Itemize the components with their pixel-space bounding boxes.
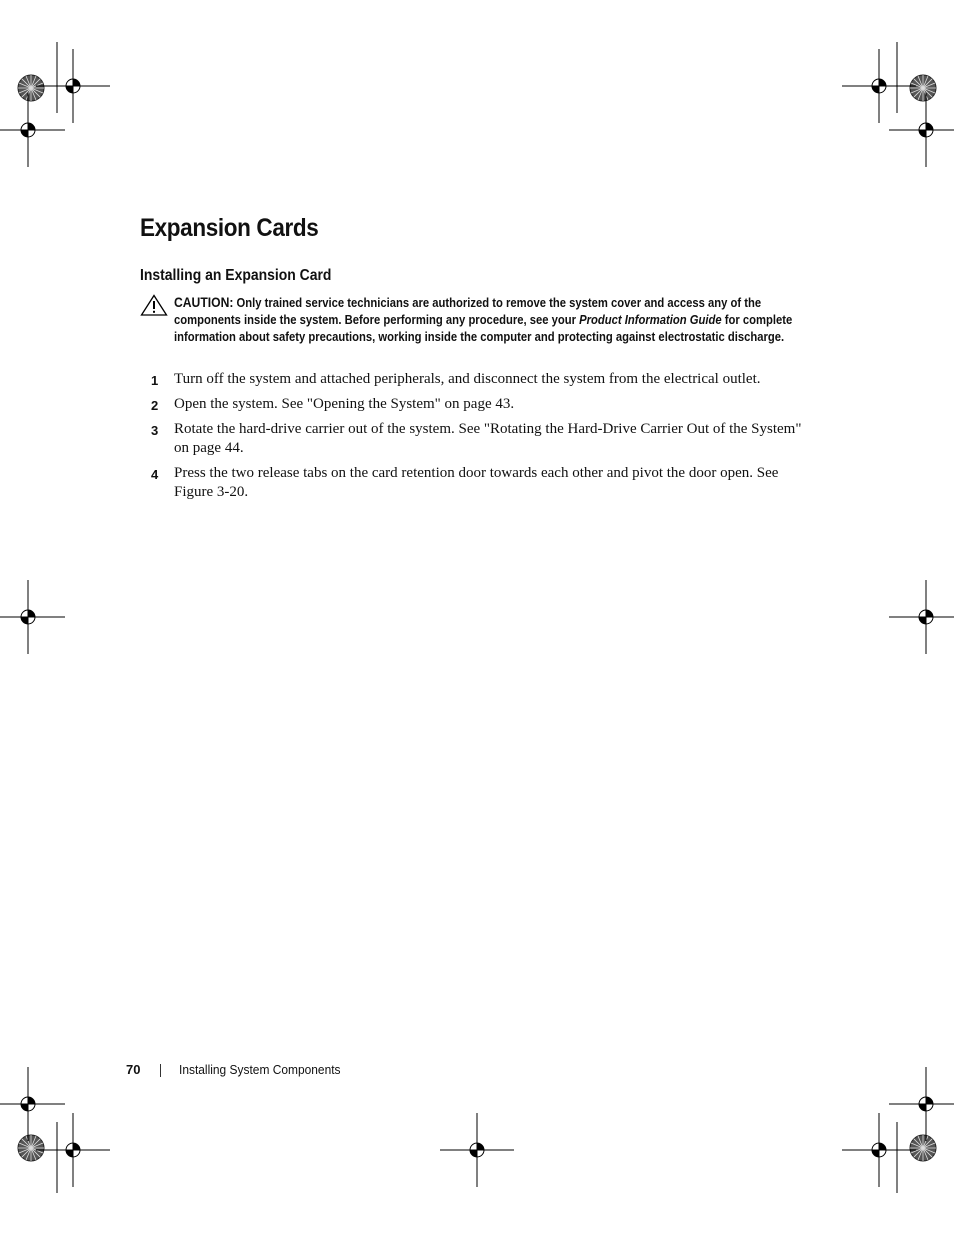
procedure-steps bbox=[140, 370, 820, 508]
registration-crosshair-icon bbox=[36, 1113, 110, 1187]
page-number: 70 bbox=[126, 1062, 141, 1077]
footer-section-title: Installing System Components bbox=[179, 1062, 341, 1077]
list-item bbox=[140, 464, 820, 502]
registration-crosshair-icon bbox=[0, 1067, 65, 1141]
registration-crosshair-icon bbox=[889, 93, 954, 167]
registration-star-icon bbox=[18, 1135, 44, 1161]
list-item bbox=[140, 370, 820, 389]
registration-crosshair-icon bbox=[0, 580, 65, 654]
list-item bbox=[140, 420, 820, 458]
registration-crosshair-icon bbox=[889, 1067, 954, 1141]
step-text: Press the two release tabs on the card retention door towards each other and pivot the door open. See Figure 3-20. bbox=[174, 465, 779, 500]
registration-crosshair-icon bbox=[889, 580, 954, 654]
step-number: 4 bbox=[151, 467, 159, 482]
registration-crosshair-icon bbox=[0, 93, 65, 167]
warning-triangle-icon bbox=[140, 294, 168, 316]
guide-title: Product Information Guide bbox=[579, 313, 722, 327]
step-text: Turn off the system and attached peripherals, and disconnect the system from the electrical outlet. bbox=[174, 371, 761, 387]
registration-crosshair-icon bbox=[842, 1113, 916, 1187]
caution-body-start: Only trained service technicians are authorized to remove the system cover and access any of the components inside the system. Before performing any procedure, see your bbox=[174, 296, 762, 327]
registration-star-icon bbox=[910, 75, 936, 101]
registration-star-icon bbox=[18, 75, 44, 101]
step-text: Rotate the hard-drive carrier out of the system. See "Rotating the Hard-Drive Carrier Out of the System" on page 44. bbox=[174, 421, 802, 456]
registration-crosshair-icon bbox=[440, 1113, 514, 1187]
step-number: 3 bbox=[151, 423, 159, 438]
step-text: Open the system. See "Opening the System" on page 43. bbox=[174, 396, 515, 412]
step-number: 1 bbox=[151, 373, 159, 388]
section-title: Installing an Expansion Card bbox=[140, 267, 332, 284]
registration-crosshair-icon bbox=[36, 49, 110, 123]
registration-star-icon bbox=[910, 1135, 936, 1161]
list-item bbox=[140, 395, 820, 414]
caution-notice bbox=[140, 294, 830, 346]
caution-body-end: for complete information about safety precautions, working inside the computer and protecting against electrostatic discharge. bbox=[174, 313, 793, 344]
page-title: Expansion Cards bbox=[140, 214, 319, 242]
step-number: 2 bbox=[151, 398, 159, 413]
registration-crosshair-icon bbox=[842, 49, 916, 123]
caution-text bbox=[174, 294, 822, 346]
caution-label: CAUTION: bbox=[174, 295, 234, 310]
footer-divider bbox=[160, 1064, 161, 1077]
